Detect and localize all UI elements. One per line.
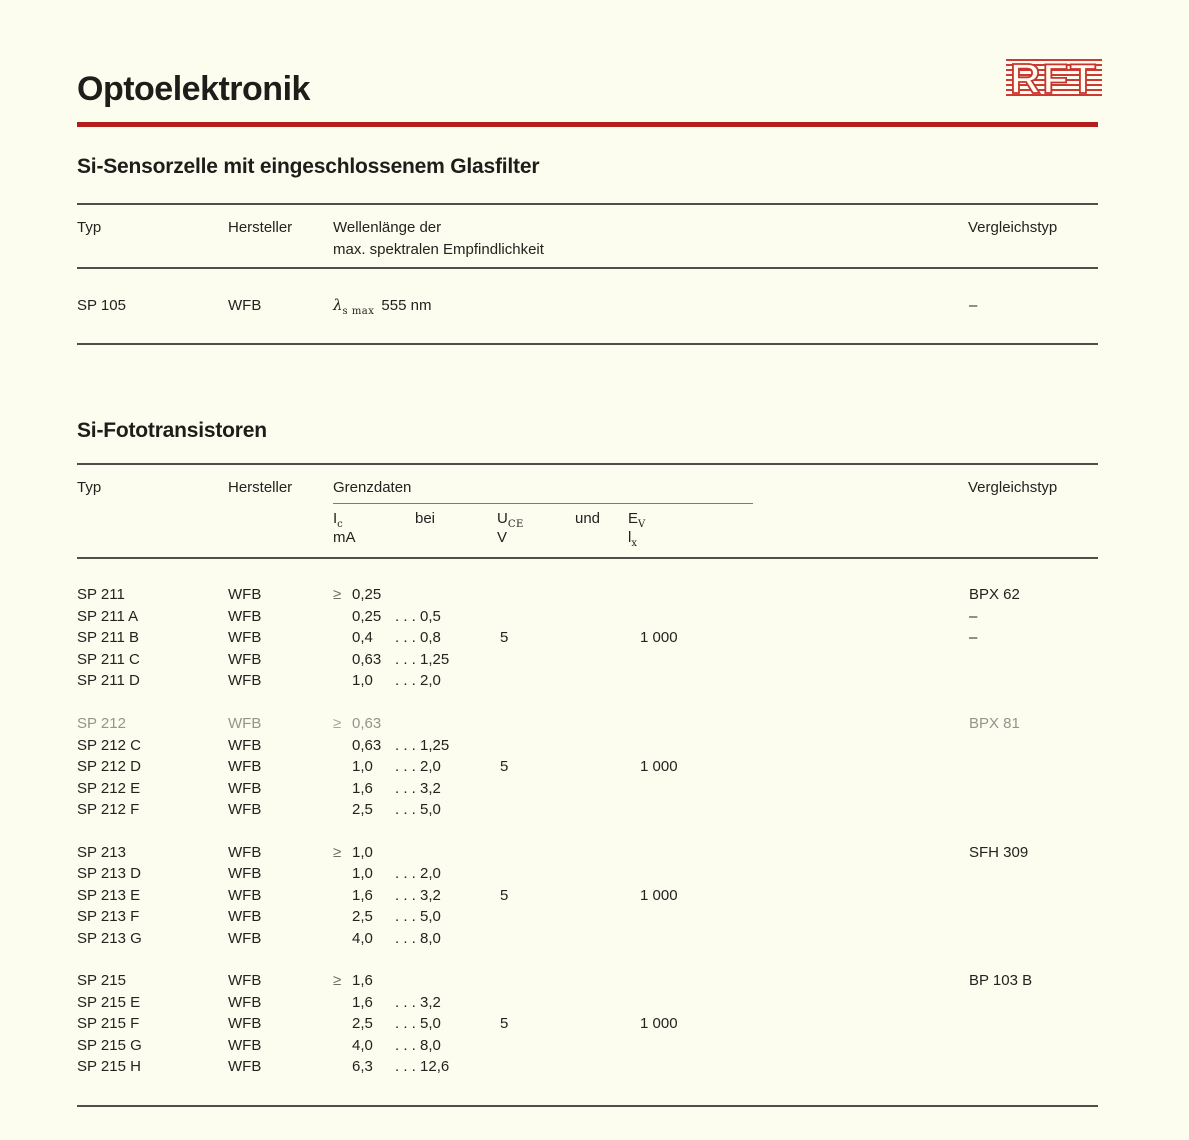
ev-cell: 1 000 [640, 758, 678, 775]
hersteller-cell: WFB [228, 801, 262, 818]
hersteller-cell: WFB [228, 297, 262, 314]
uce-cell: 5 [500, 886, 509, 904]
table-row [77, 606, 1098, 628]
col-hersteller: Hersteller [228, 219, 293, 236]
vergleichstyp-cell [968, 1035, 1098, 1057]
lux-subscript: x [631, 538, 638, 549]
uce-cell [495, 928, 630, 950]
typ-cell: SP 213 [77, 843, 126, 861]
ic-min-value: 4,0 [352, 929, 373, 947]
typ-cell: SP 215 H [77, 1058, 141, 1075]
vergleichstyp-cell [968, 778, 1098, 800]
ic-range-cell [333, 713, 495, 735]
lambda-subscript: s max [342, 306, 375, 317]
fototransistor-table [77, 463, 1098, 1113]
hersteller-cell: WFB [228, 779, 262, 797]
vergleichstyp-cell [968, 863, 1098, 885]
subcol-ev-unit [628, 529, 638, 549]
ev-cell [630, 670, 968, 692]
table-row [77, 842, 1098, 864]
ev-cell [630, 928, 968, 950]
section1-heading: Si-Sensorzelle mit eingeschlossenem Glasfilter [77, 155, 540, 178]
subcol-und: und [575, 510, 601, 527]
ic-min-value: 0,63 [352, 715, 382, 732]
uce-cell [495, 670, 630, 692]
typ-cell: SP 215 [77, 972, 126, 989]
hersteller-cell: WFB [228, 586, 262, 603]
ev-cell [630, 778, 968, 800]
table-row [77, 799, 1098, 821]
uce-cell [495, 735, 630, 757]
ic-min-value: 1,6 [352, 993, 373, 1011]
ic-range-cell [333, 584, 495, 606]
ic-min-value: 1,0 [352, 865, 373, 882]
subcol-uce [497, 510, 524, 530]
ic-range-cell [333, 842, 495, 864]
uce-cell: 5 [500, 1015, 509, 1032]
uce-cell [495, 992, 630, 1014]
ev-cell [630, 1056, 968, 1078]
subcol-ic-unit: mA [333, 529, 356, 546]
vergleichstyp-cell: SFH 309 [969, 843, 1029, 861]
uce-subscript: CE [507, 519, 524, 530]
table-rule [77, 463, 1098, 465]
ic-range-cell: 1,0 . . . 2,0 [333, 670, 495, 692]
typ-cell: SP 213 E [77, 886, 141, 904]
ic-min-value: 0,63 [352, 736, 382, 754]
typ-cell: SP 215 F [77, 1015, 140, 1032]
subcol-bei: bei [415, 510, 436, 527]
ev-subscript: V [638, 519, 646, 530]
subcol-ic [333, 510, 344, 530]
ev-cell: 1 000 [640, 886, 678, 904]
table-row [77, 906, 1098, 928]
table-row [77, 713, 1098, 735]
typ-cell: SP 212 D [77, 758, 141, 775]
hersteller-cell: WFB [228, 843, 262, 861]
table-row [77, 1056, 1098, 1078]
ic-min-value: 1,6 [352, 886, 373, 904]
uce-cell [495, 970, 630, 992]
ic-min-value: 1,6 [352, 972, 373, 989]
ic-min-value: 0,63 [352, 650, 382, 668]
col-typ: Typ [77, 219, 102, 236]
ev-cell: 1 000 [640, 629, 678, 646]
ic-min-value: 1,0 [352, 672, 373, 689]
device-block-1 [77, 584, 1098, 692]
ic-range-cell: 1,6 . . . 3,2 [333, 778, 495, 800]
typ-cell: SP 211 D [77, 672, 140, 689]
ic-range-cell: 0,63 . . . 1,25 [333, 735, 495, 757]
ic-range-cell: 1,0 . . . 2,0 [333, 863, 495, 885]
table-row [77, 992, 1098, 1014]
ic-range-cell: 2,5 . . . 5,0 [333, 906, 495, 928]
vergleichstyp-cell [968, 670, 1098, 692]
uce-cell [495, 906, 630, 928]
vergleichstyp-cell: – [969, 297, 978, 314]
ic-range-cell: 1,6 . . . 3,2 [333, 992, 495, 1014]
hersteller-cell: WFB [228, 736, 262, 754]
hersteller-cell: WFB [228, 1058, 262, 1075]
vergleichstyp-cell [968, 649, 1098, 671]
hersteller-cell: WFB [228, 629, 262, 646]
ic-base: I [333, 510, 338, 527]
ic-min-value: 4,0 [352, 1036, 373, 1054]
table-row [77, 670, 1098, 692]
uce-base: U [497, 510, 508, 527]
ev-cell: 1 000 [640, 1015, 678, 1032]
typ-cell: SP 212 F [77, 801, 140, 818]
ic-range-cell: 4,0 . . . 8,0 [333, 928, 495, 950]
ic-range-cell: 2,5 . . . 5,0 [333, 799, 495, 821]
ge-symbol: ≥ [333, 715, 342, 732]
vergleichstyp-cell: – [969, 607, 978, 625]
vergleichstyp-cell [968, 799, 1098, 821]
hersteller-cell: WFB [228, 908, 262, 925]
hersteller-cell: WFB [228, 886, 262, 904]
uce-cell [495, 584, 630, 606]
vergleichstyp-cell [968, 1013, 1098, 1035]
subcol-ev [628, 510, 646, 530]
uce-cell: 5 [500, 758, 509, 775]
typ-cell: SP 213 G [77, 929, 142, 947]
table-rule [77, 557, 1098, 559]
ic-subscript: c [337, 519, 344, 530]
uce-cell: 5 [500, 629, 509, 646]
ic-min-value: 2,5 [352, 801, 373, 818]
rft-logo-text: RFT [1010, 55, 1098, 101]
device-block-4 [77, 970, 1098, 1078]
uce-cell [495, 778, 630, 800]
ic-range-cell: 6,3 . . . 12,6 [333, 1056, 495, 1078]
uce-cell [495, 713, 630, 735]
table-rule [77, 1105, 1098, 1107]
vergleichstyp-cell [968, 885, 1098, 907]
ic-range-cell [333, 970, 495, 992]
table-row [77, 970, 1098, 992]
ev-cell [630, 713, 968, 735]
ic-min-value: 1,6 [352, 779, 373, 797]
ge-symbol: ≥ [333, 586, 342, 603]
red-rule [77, 122, 1098, 127]
table-row [77, 735, 1098, 757]
table-rule [77, 267, 1098, 269]
ic-range-cell: 0,63 . . . 1,25 [333, 649, 495, 671]
typ-cell: SP 211 B [77, 629, 139, 646]
typ-cell: SP 213 D [77, 865, 141, 882]
uce-cell [495, 1056, 630, 1078]
section2-heading: Si-Fototransistoren [77, 419, 267, 442]
hersteller-cell: WFB [228, 865, 262, 882]
typ-cell: SP 215 G [77, 1036, 142, 1054]
col-grenzdaten: Grenzdaten [333, 479, 412, 496]
ic-range-cell: 1,0 . . . 2,0 [333, 756, 495, 778]
lux-base: l [628, 529, 632, 546]
hersteller-cell: WFB [228, 650, 262, 668]
ic-min-value: 0,25 [352, 607, 382, 625]
ev-cell [630, 1035, 968, 1057]
vergleichstyp-cell [968, 1056, 1098, 1078]
ic-min-value: 2,5 [352, 908, 373, 925]
hersteller-cell: WFB [228, 1036, 262, 1054]
ic-range-cell: 1,6 . . . 3,2 [333, 885, 495, 907]
table-row [77, 649, 1098, 671]
table-row [77, 863, 1098, 885]
uce-cell [495, 1035, 630, 1057]
wavelength-value: 555 nm [381, 297, 432, 314]
typ-cell: SP 211 C [77, 650, 140, 668]
ev-cell [630, 735, 968, 757]
typ-cell: SP 211 [77, 586, 125, 603]
sensor-table [77, 203, 1098, 345]
ic-range-cell: 0,4 . . . 0,8 [333, 627, 495, 649]
uce-cell [495, 863, 630, 885]
typ-cell: SP 212 [77, 715, 126, 732]
subcol-uce-unit: V [497, 529, 508, 546]
hersteller-cell: WFB [228, 1015, 262, 1032]
col-vergleichstyp: Vergleichstyp [968, 219, 1058, 236]
col-wellenlaenge [333, 217, 544, 261]
col-wellenlaenge-line2: max. spektralen Empfindlichkeit [333, 241, 544, 258]
device-block-3 [77, 842, 1098, 950]
hersteller-cell: WFB [228, 715, 262, 732]
table-row [77, 756, 1098, 778]
table-row [77, 928, 1098, 950]
hersteller-cell: WFB [228, 993, 262, 1011]
page-title: Optoelektronik [77, 70, 310, 108]
vergleichstyp-cell [968, 928, 1098, 950]
typ-cell: SP 213 F [77, 908, 140, 925]
ev-cell [630, 842, 968, 864]
ev-cell [630, 799, 968, 821]
ic-min-value: 2,5 [352, 1015, 373, 1032]
hersteller-cell: WFB [228, 672, 262, 689]
ic-min-value: 0,25 [352, 586, 382, 603]
hersteller-cell: WFB [228, 972, 262, 989]
ge-symbol: ≥ [333, 972, 342, 989]
wellenlaenge-cell [333, 295, 968, 317]
typ-cell: SP 211 A [77, 607, 139, 625]
ic-range-cell: 4,0 . . . 8,0 [333, 1035, 495, 1057]
ev-cell [630, 992, 968, 1014]
device-block-2 [77, 713, 1098, 821]
ic-min-value: 0,4 [352, 629, 373, 646]
vergleichstyp-cell: BPX 81 [969, 715, 1020, 732]
ic-range-cell: 0,25 . . . 0,5 [333, 606, 495, 628]
grenzdaten-underline [333, 503, 753, 504]
ev-cell [630, 970, 968, 992]
ic-min-value: 6,3 [352, 1058, 373, 1075]
col-hersteller: Hersteller [228, 479, 293, 496]
vergleichstyp-cell [968, 735, 1098, 757]
rft-logo [1005, 55, 1103, 101]
hersteller-cell: WFB [228, 607, 262, 625]
uce-cell [495, 606, 630, 628]
ev-cell [630, 649, 968, 671]
ev-cell [630, 584, 968, 606]
typ-cell: SP 212 C [77, 736, 141, 754]
ge-symbol: ≥ [333, 843, 342, 861]
vergleichstyp-cell: – [969, 629, 978, 646]
ev-cell [630, 906, 968, 928]
uce-cell [495, 799, 630, 821]
hersteller-cell: WFB [228, 758, 262, 775]
table-row [77, 584, 1098, 606]
vergleichstyp-cell [968, 906, 1098, 928]
vergleichstyp-cell: BPX 62 [969, 586, 1020, 603]
vergleichstyp-cell: BP 103 B [969, 972, 1033, 989]
table-row [77, 1035, 1098, 1057]
vergleichstyp-cell [968, 992, 1098, 1014]
typ-cell: SP 212 E [77, 779, 141, 797]
typ-cell: SP 215 E [77, 993, 141, 1011]
ev-base: E [628, 510, 639, 527]
typ-cell: SP 105 [77, 297, 126, 314]
table-row [77, 885, 1098, 907]
ic-min-value: 1,0 [352, 758, 373, 775]
uce-cell [495, 842, 630, 864]
ic-min-value: 1,0 [352, 843, 373, 861]
col-vergleichstyp: Vergleichstyp [968, 479, 1058, 496]
col-wellenlaenge-line1: Wellenlänge der [333, 219, 442, 236]
col-typ: Typ [77, 479, 102, 496]
table-row [77, 1013, 1098, 1035]
hersteller-cell: WFB [228, 929, 262, 947]
table-row [77, 627, 1098, 649]
ev-cell [630, 863, 968, 885]
table-row [77, 295, 1098, 317]
uce-cell [495, 649, 630, 671]
ic-range-cell: 2,5 . . . 5,0 [333, 1013, 495, 1035]
ev-cell [630, 606, 968, 628]
lambda-symbol: λ [333, 296, 343, 314]
table-row [77, 778, 1098, 800]
table-rule [77, 343, 1098, 345]
vergleichstyp-cell [968, 756, 1098, 778]
table-rule [77, 203, 1098, 205]
